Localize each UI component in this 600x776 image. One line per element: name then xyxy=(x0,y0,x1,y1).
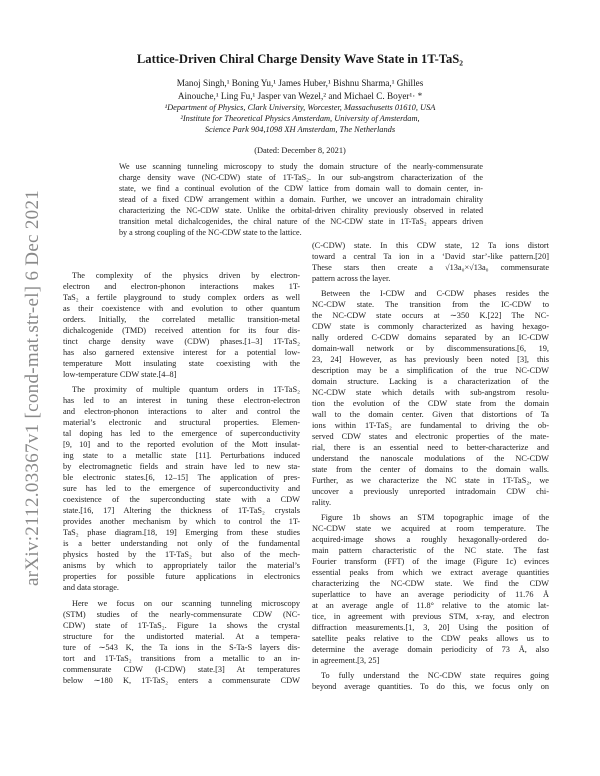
body-text-line: Between the I-CDW and C-CDW phases resides the xyxy=(321,289,549,298)
body-text-line: provides another mechanism by which to control the 1T- xyxy=(63,517,300,526)
body-text-line: Further, as we characterize the NC state in 1T-TaS₂, we xyxy=(312,476,549,485)
body-text-line: (STM) studies of the nearly-commensurate CDW (NC- xyxy=(63,610,300,619)
body-text-line: structure for the undistorted material. At a tempera- xyxy=(63,632,300,641)
body-text-line: coexistence of the superconducting state with a CDW xyxy=(63,495,300,504)
body-text-line: NC-CDW state. The transition from the IC-CDW to xyxy=(312,300,549,309)
affiliation-line: ²Institute for Theoretical Physics Amsterdam, University of Amsterdam, xyxy=(180,114,420,124)
body-text-line: below ∼180 K, 1T-TaS₂ enters a commensurate CDW xyxy=(63,676,300,685)
body-text-line: has led to an interest in tuning these electron-electron xyxy=(63,396,300,405)
body-text-line: properties for possible future applications in electronics xyxy=(63,572,300,581)
body-text-line: and electron-phonon interactions to alter and control the xyxy=(63,407,300,416)
body-text-line: served CDW states and electronic properties of the mate- xyxy=(312,432,549,441)
body-text-line: understand the nanoscale modulations of the NC-CDW xyxy=(312,454,549,463)
abstract-line: state, we find a continual evolution of the CDW lattice from domain wall to domain center, in- xyxy=(119,184,483,193)
body-text-line: CDW state is commonly characterized as having hexago- xyxy=(312,322,549,331)
body-text-line: The complexity of the physics driven by electron- xyxy=(72,271,300,280)
body-text-line: and data storage. xyxy=(63,583,119,592)
author-line: Manoj Singh,¹ Boning Yu,¹ James Huber,¹ Bishnu Sharma,¹ Ghilles xyxy=(176,78,424,88)
affiliation-line: Science Park 904,1098 XH Amsterdam, The Netherlands xyxy=(204,125,396,135)
body-text-line: beyond average quantities. To do this, we focus only on xyxy=(312,682,549,691)
body-text-line: tion the evolution of the CDW state from the domain xyxy=(312,399,549,408)
body-text-line: CDW) state of 1T-TaS₂. Figure 1a shows the crystal xyxy=(63,621,300,630)
abstract xyxy=(119,161,483,238)
body-text-line: tinct charge density wave (CDW) phases.[1–3] 1T-TaS₂ xyxy=(63,337,300,346)
body-text-line: NC-CDW state which details with sub-angstrom resolu- xyxy=(312,388,549,397)
body-text-line: tal doping has led to the emergence of superconductivity xyxy=(63,429,300,438)
body-text-line: pattern across the layer. xyxy=(312,274,391,283)
body-text-line: state from the center of domains to the domain walls. xyxy=(312,465,549,474)
body-text-line: domain-wall network or by discommensurations.[6, 19, xyxy=(312,344,549,353)
body-text-line: anisms by which to appropriately tailor the material’s xyxy=(63,561,300,570)
body-text-line: Figure 1b shows an STM topographic image of the xyxy=(321,513,549,522)
body-text-line: main pattern characteristic of the NC state. The fast xyxy=(312,546,549,555)
body-text-line: rality. xyxy=(312,498,332,507)
body-text-line: To fully understand the NC-CDW state requires going xyxy=(321,671,549,680)
body-text-line: [9, 10] and to the reported evolution of the Mott insulat- xyxy=(63,440,300,449)
body-text-line: NC-CDW state we acquired at room temperature. The xyxy=(312,524,549,533)
date-line: (Dated: December 8, 2021) xyxy=(254,146,346,155)
body-text-line: determine the average domain periodicity of 73 Å, also xyxy=(312,645,549,654)
body-text-line: toward a central Ta ion in a ‘David star’-like pattern.[20] xyxy=(312,252,549,261)
body-text-line: temperature Mott insulating state coexisting with the xyxy=(63,359,300,368)
body-text-line: rial, there is an essential need to better-characterize and xyxy=(312,443,549,452)
body-text-line: is a better understanding not only of the fundamental xyxy=(63,539,300,548)
arxiv-identifier: arXiv:2112.03367v1 [cond-mat.str-el] 6 Dec 2021 xyxy=(22,189,43,587)
body-text-line: material’s electronic and structural properties. Elemen- xyxy=(63,418,300,427)
body-text-line: 23, 24] However, as has previously been noted [3], this xyxy=(312,355,549,364)
body-text-line: physics hosted by the 1T-TaS₂ but also of the mech- xyxy=(63,550,300,559)
body-text-line: orders. Initially, the correlated metallic transition-metal xyxy=(63,315,300,324)
body-text-line: superlattice to have an average periodicity of 11.76 Å xyxy=(312,590,549,599)
body-text-line: dichalcogenide (TMD) received attention for its four dis- xyxy=(63,326,300,335)
body-text-line: wall to the domain center. Given that distortions of Ta xyxy=(312,410,549,419)
body-text-line: sure has led to the emergence of superconductivity and xyxy=(63,484,300,493)
body-text-line: as their coexistence with and evolution to other quantum xyxy=(63,304,300,313)
body-text-line: Here we focus on our scanning tunneling microscopy xyxy=(72,599,300,608)
body-text-line: commensurate CDW (I-CDW) state.[3] At temperatures xyxy=(63,665,300,674)
body-text-line: These stars then create a √13a₀×√13a₀ commensurate xyxy=(312,263,549,272)
abstract-line: characterizing the NC-CDW state. Unlike the orbital-driven chirality previously observed in related xyxy=(119,206,483,215)
author-line: Ainouche,¹ Ling Fu,¹ Jasper van Wezel,² and Michael C. Boyer¹· * xyxy=(177,90,423,101)
body-text-line: tort and 1T-TaS₂ transitions from a metallic to an in- xyxy=(63,654,300,663)
body-text-line: nally ordered C-CDW domains separated by an IC-CDW xyxy=(312,333,549,342)
paper-title: Lattice-Driven Chiral Charge Density Wave State in 1T-TaS₂ xyxy=(136,52,464,66)
body-text-line: (C-CDW) state. In this CDW state, 12 Ta ions distort xyxy=(312,241,549,250)
body-text-line: by electromagnetic fields and strain have led to new sta- xyxy=(63,462,300,471)
body-text-line: ture of ∼543 K, the Ta ions in the S-Ta-S layers dis- xyxy=(63,643,300,652)
body-text-line: satellite peaks relative to the CDW peaks allows us to xyxy=(312,634,549,643)
body-text-line: has also garnered extensive interest for a potential low- xyxy=(63,348,300,357)
body-text-line: ble electronic states.[6, 12–15] The application of pres- xyxy=(63,473,300,482)
body-text-line: low-temperature CDW state.[4–8] xyxy=(63,370,177,379)
body-text-line: state.[16, 17] Altering the thickness of 1T-TaS₂ crystals xyxy=(63,506,300,515)
abstract-line: transition metal dichalcogenides, the chiral nature of the NC-CDW state in 1T-TaS₂ appears driven xyxy=(119,217,483,226)
body-text-line: essential peaks from which we extract average quantities xyxy=(312,568,549,577)
body-text-line: ions within 1T-TaS₂ are fundamental to driving the ob- xyxy=(312,421,549,430)
affiliations xyxy=(0,102,600,136)
affiliation-line: ¹Department of Physics, Clark University, Worcester, Massachusetts 01610, USA xyxy=(164,103,436,112)
body-text-line: The proximity of multiple quantum orders in 1T-TaS₂ xyxy=(72,385,300,394)
body-text-line: characterizing the NC-CDW state. We find the CDW xyxy=(312,579,549,588)
body-text-line: at an average angle of 11.8° relative to the atomic lat- xyxy=(312,601,549,610)
abstract-line: charge density wave (NC-CDW) state of 1T-TaS₂. In our sub-angstrom characterization of the xyxy=(119,173,483,182)
body-text-line: ing state to a metallic state [11]. Perturbations induced xyxy=(63,451,300,460)
body-text-line: the NC-CDW state occurs at ∼350 K.[22] The NC- xyxy=(312,311,549,320)
body-text-line: diffraction measurements.[1, 3, 20] Using the position of xyxy=(312,623,549,632)
body-text-line: domain structure. Lacking is a characterization of the xyxy=(312,377,549,386)
body-text-line: description may be a simplification of the true NC-CDW xyxy=(312,366,549,375)
author-list xyxy=(0,77,600,102)
body-text-line: tice, in agreement with previous STM, x-ray, and electron xyxy=(312,612,549,621)
body-text-line: electron and electron-phonon interactions makes 1T- xyxy=(63,282,300,291)
body-text-line: Fourier transform (FFT) of the image (Figure 1c) evinces xyxy=(312,557,549,566)
body-text-line: in agreement.[3, 25] xyxy=(312,656,380,665)
body-text-line: uncover a previously unreported intradomain CDW chi- xyxy=(312,487,549,496)
abstract-line: We use scanning tunneling microscopy to study the domain structure of the nearly-commensurate xyxy=(119,162,483,171)
body-text-line: TaS₂ phase diagram.[18, 19] Emerging from these studies xyxy=(63,528,300,537)
abstract-line: stead of a fixed CDW arrangement within a domain. Further, we uncover an intradomain chirality xyxy=(119,195,483,204)
body-text-line: TaS₂ a fertile playground to study complex orders as well xyxy=(63,293,300,302)
body-text-line: acquired-image shows a roughly hexagonally-ordered do- xyxy=(312,535,549,544)
abstract-line: by a strong coupling of the NC-CDW state to the lattice. xyxy=(119,228,302,237)
